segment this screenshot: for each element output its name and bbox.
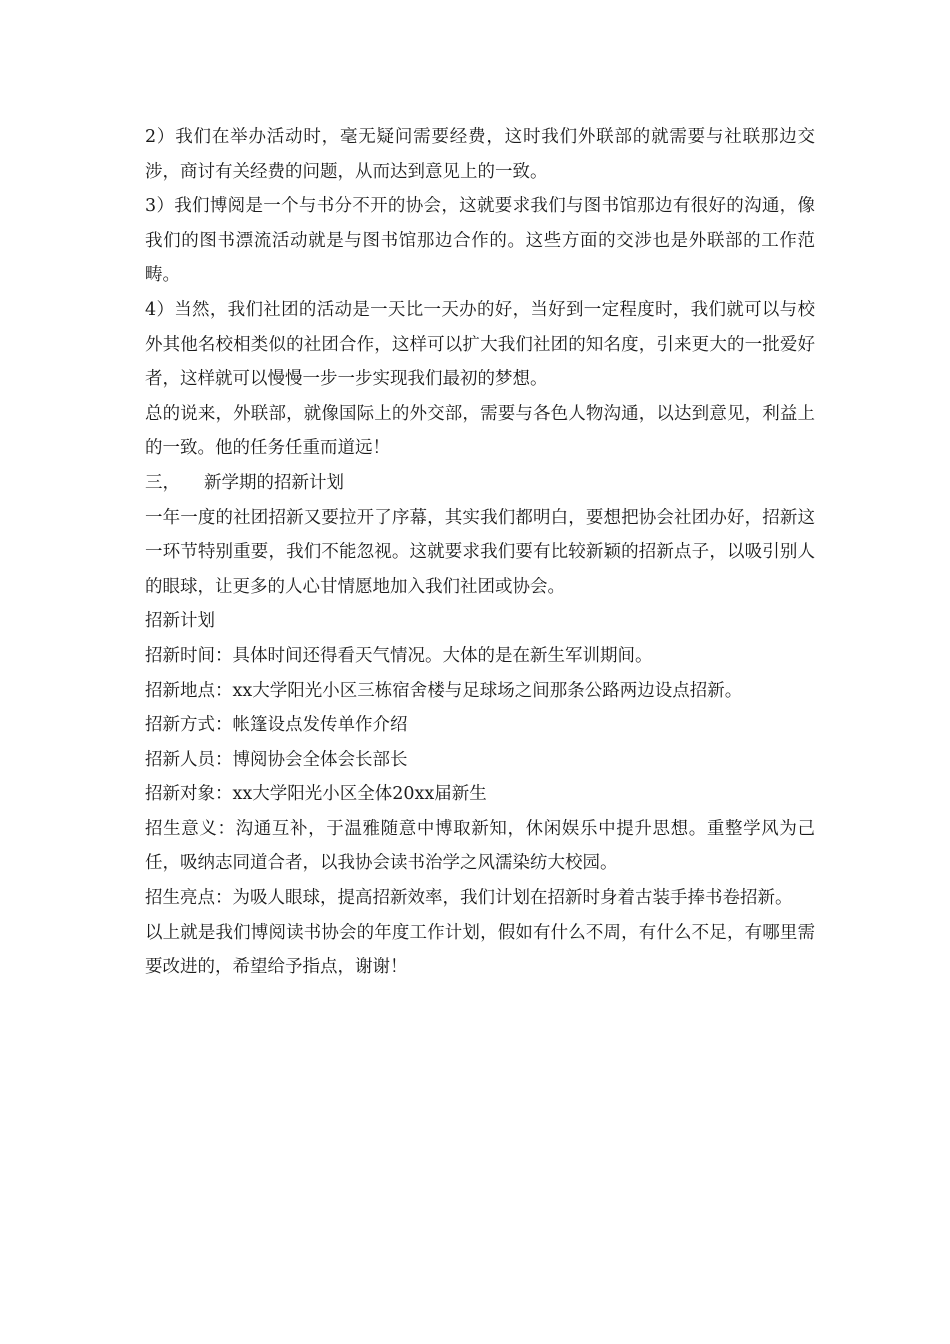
paragraph-point-4: 4）当然，我们社团的活动是一天比一天办的好，当好到一定程度时，我们就可以与校外其他名校相类似的社团合作，这样可以扩大我们社团的知名度，引来更大的一批爱好者，这样就可以慢慢一步一步实现我们最初的梦想。 [145, 299, 815, 390]
document-page [145, 120, 815, 985]
plan-title: 招新计划 [145, 611, 215, 632]
paragraph-intro: 一年一度的社团招新又要拉开了序幕，其实我们都明白，要想把协会社团办好，招新这一环节特别重要，我们不能忽视。这就要求我们要有比较新颖的招新点子，以吸引别人的眼球，让更多的人心甘情愿地加入我们社团或协会。 [145, 507, 815, 597]
paragraph-summary: 总的说来，外联部，就像国际上的外交部，需要与各色人物沟通，以达到意见，利益上的一致。他的任务任重而道远！ [145, 403, 815, 459]
plan-item-time: 招新时间：具体时间还得看天气情况。大体的是在新生军训期间。 [145, 645, 653, 666]
section-title: 新学期的招新计划 [204, 472, 344, 493]
plan-item-staff: 招新人员：博阅协会全体会长部长 [145, 749, 408, 770]
plan-item-location: 招新地点：xx大学阳光小区三栋宿舍楼与足球场之间那条公路两边设点招新。 [145, 680, 743, 701]
plan-item-highlight: 招生亮点：为吸人眼球，提高招新效率，我们计划在招新时身着古装手捧书卷招新。 [145, 888, 793, 909]
section-heading [145, 466, 815, 501]
paragraph-closing: 以上就是我们博阅读书协会的年度工作计划，假如有什么不周，有什么不足，有哪里需要改进的，希望给予指点，谢谢！ [145, 922, 815, 978]
plan-item-method: 招新方式：帐篷设点发传单作介绍 [145, 715, 408, 736]
section-number: 三， [145, 472, 180, 493]
paragraph-point-3: 3）我们博阅是一个与书分不开的协会，这就要求我们与图书馆那边有很好的沟通，像我们的图书漂流活动就是与图书馆那边合作的。这些方面的交涉也是外联部的工作范畴。 [145, 196, 815, 286]
plan-item-significance: 招生意义：沟通互补，于温雅随意中博取新知，休闲娱乐中提升思想。重整学风为己任，吸纳志同道合者，以我协会读书治学之风濡染纺大校园。 [145, 818, 815, 874]
plan-item-target: 招新对象：xx大学阳光小区全体20xx届新生 [145, 784, 487, 805]
paragraph-point-2: 2）我们在举办活动时，毫无疑问需要经费，这时我们外联部的就需要与社联那边交涉，商讨有关经费的问题，从而达到意见上的一致。 [145, 127, 815, 182]
